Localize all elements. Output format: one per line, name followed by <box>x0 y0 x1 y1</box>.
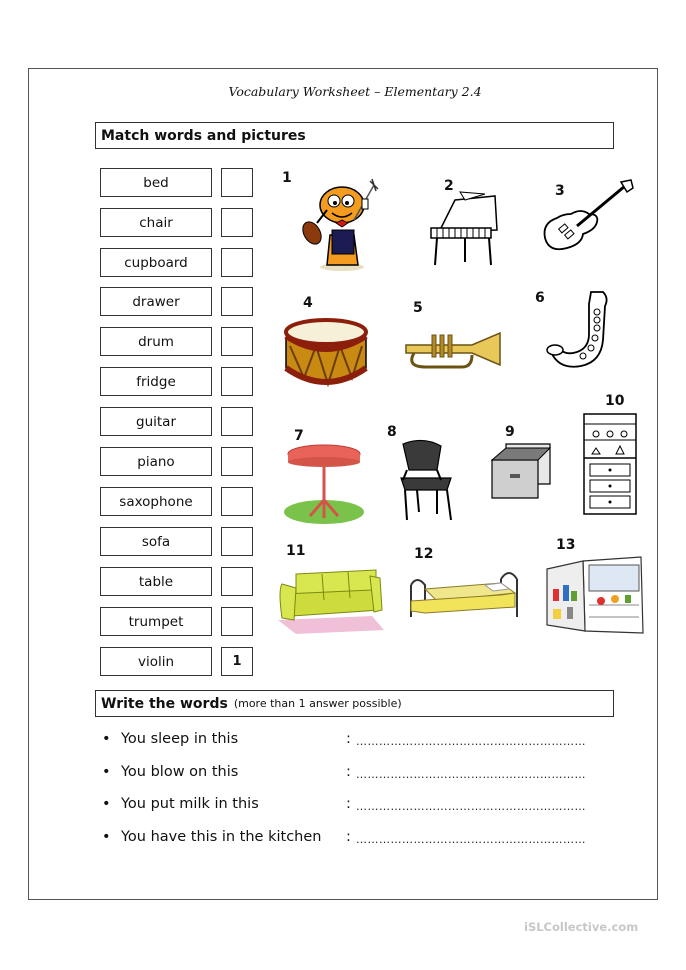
section-write-header <box>95 690 614 717</box>
section-write-title: Write the words <box>101 695 228 712</box>
answer-box-piano[interactable] <box>221 447 253 476</box>
picture-number-5: 5 <box>413 300 423 316</box>
word-box-fridge: fridge <box>100 367 212 396</box>
answer-line[interactable]: …………………………………………………… <box>356 800 586 813</box>
answer-box-saxophone[interactable] <box>221 487 253 516</box>
question-row <box>102 829 622 846</box>
answer-box-bed[interactable] <box>221 168 253 197</box>
picture-number-8: 8 <box>387 424 397 440</box>
word-box-guitar: guitar <box>100 407 212 436</box>
question-text: You have this in the kitchen <box>121 829 322 845</box>
bullet: • <box>102 764 111 780</box>
picture-number-13: 13 <box>556 537 576 553</box>
bullet: • <box>102 731 111 747</box>
picture-number-10: 10 <box>605 393 625 409</box>
word-box-piano: piano <box>100 447 212 476</box>
picture-number-9: 9 <box>505 424 515 440</box>
picture-number-1: 1 <box>282 170 292 186</box>
picture-number-12: 12 <box>414 546 434 562</box>
word-box-saxophone: saxophone <box>100 487 212 516</box>
answer-box-drum[interactable] <box>221 327 253 356</box>
chair-icon <box>393 436 463 526</box>
drum-icon <box>280 316 372 396</box>
picture-number-6: 6 <box>535 290 545 306</box>
piano-icon <box>425 190 500 270</box>
drawer-icon <box>488 440 558 505</box>
question-row <box>102 764 622 781</box>
word-box-violin: violin <box>100 647 212 676</box>
answer-box-cupboard[interactable] <box>221 248 253 277</box>
question-text: You blow on this <box>121 764 239 780</box>
word-box-drum: drum <box>100 327 212 356</box>
answer-box-guitar[interactable] <box>221 407 253 436</box>
picture-number-2: 2 <box>444 178 454 194</box>
word-box-drawer: drawer <box>100 287 212 316</box>
answer-box-trumpet[interactable] <box>221 607 253 636</box>
section-match-header <box>95 122 614 149</box>
section-match-title: Match words and pictures <box>101 127 306 144</box>
answer-box-sofa[interactable] <box>221 527 253 556</box>
answer-box-drawer[interactable] <box>221 287 253 316</box>
answer-box-fridge[interactable] <box>221 367 253 396</box>
colon: : <box>346 764 351 780</box>
table-icon <box>282 440 367 525</box>
question-row <box>102 796 622 813</box>
word-box-bed: bed <box>100 168 212 197</box>
garfield-violin-icon <box>292 175 392 275</box>
question-text: You sleep in this <box>121 731 239 747</box>
fridge-icon <box>543 555 655 635</box>
picture-number-3: 3 <box>555 183 565 199</box>
trumpet-icon <box>402 325 507 375</box>
answer-line[interactable]: …………………………………………………… <box>356 833 586 846</box>
watermark: iSLCollective.com <box>524 920 639 934</box>
picture-number-4: 4 <box>303 295 313 311</box>
picture-number-7: 7 <box>294 428 304 444</box>
word-box-chair: chair <box>100 208 212 237</box>
word-box-table: table <box>100 567 212 596</box>
answer-line[interactable]: …………………………………………………… <box>356 768 586 781</box>
colon: : <box>346 829 351 845</box>
worksheet-title: Vocabulary Worksheet – Elementary 2.4 <box>228 84 482 99</box>
bed-icon <box>405 565 523 621</box>
word-box-cupboard: cupboard <box>100 248 212 277</box>
question-row <box>102 731 622 748</box>
answer-box-violin[interactable]: 1 <box>221 647 253 676</box>
colon: : <box>346 796 351 812</box>
saxophone-icon <box>545 288 625 376</box>
answer-line[interactable]: …………………………………………………… <box>356 735 586 748</box>
answer-box-table[interactable] <box>221 567 253 596</box>
sofa-icon <box>276 560 386 635</box>
picture-number-11: 11 <box>286 543 306 559</box>
word-box-sofa: sofa <box>100 527 212 556</box>
bullet: • <box>102 829 111 845</box>
colon: : <box>346 731 351 747</box>
bullet: • <box>102 796 111 812</box>
answer-box-chair[interactable] <box>221 208 253 237</box>
word-box-trumpet: trumpet <box>100 607 212 636</box>
section-write-note: (more than 1 answer possible) <box>233 697 402 710</box>
guitar-icon <box>537 178 637 256</box>
cupboard-icon <box>580 410 640 520</box>
question-text: You put milk in this <box>121 796 259 812</box>
